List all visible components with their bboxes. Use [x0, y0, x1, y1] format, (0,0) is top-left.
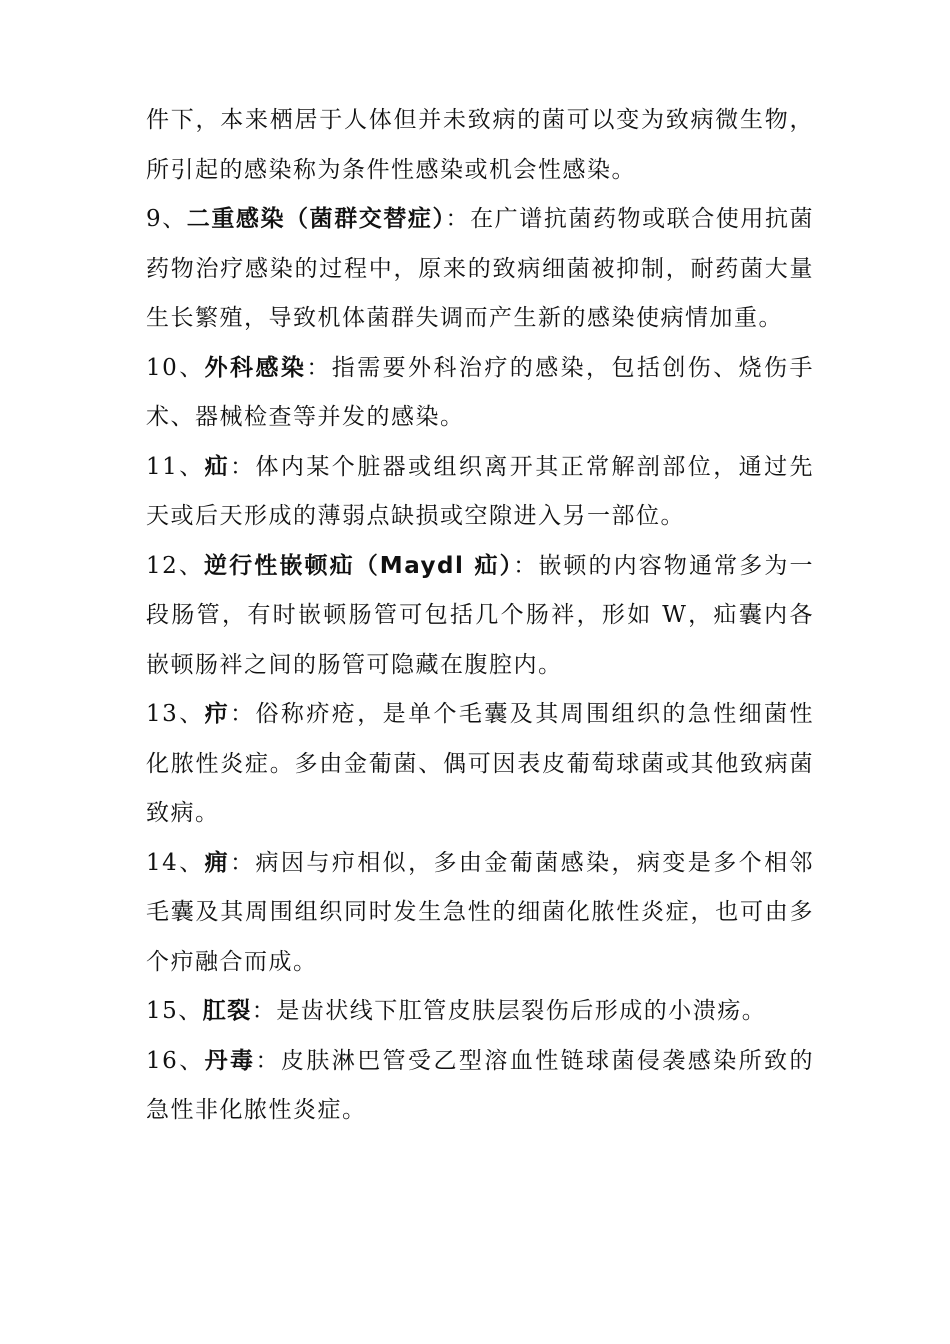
paragraph-body: ：体内某个脏器或组织离开其正常解剖部位，通过先天或后天形成的薄弱点缺损或空隙进入另一部位。 — [146, 453, 814, 529]
paragraph-definition-16 — [146, 1037, 814, 1136]
item-number: 14、 — [146, 849, 205, 876]
term-title: 疖 — [204, 701, 231, 727]
paragraph-continuation — [146, 96, 814, 195]
paragraph-body: ：嵌顿的内容物通常多为一段肠管，有时嵌顿肠管可包括几个肠袢，形如 W，疝囊内各嵌顿肠袢之间的肠管可隐藏在腹腔内。 — [146, 552, 814, 678]
item-number: 11、 — [146, 453, 205, 480]
paragraph-body: ：是齿状线下肛管皮肤层裂伤后形成的小溃疡。 — [251, 998, 767, 1024]
document-content — [146, 96, 814, 1136]
term-title: 疝 — [204, 453, 231, 480]
item-number: 16、 — [146, 1047, 205, 1074]
paragraph-definition-15 — [146, 987, 814, 1037]
paragraph-definition-14 — [146, 839, 814, 988]
paragraph-body: ：皮肤淋巴管受乙型溶血性链球菌侵袭感染所致的急性非化脓性炎症。 — [146, 1047, 814, 1123]
term-title: 外科感染 — [204, 354, 307, 381]
paragraph-definition-9 — [146, 195, 814, 344]
paragraph-body: ：病因与疖相似，多由金葡菌感染，病变是多个相邻毛囊及其周围组织同时发生急性的细菌化脓性炎症，也可由多个疖融合而成。 — [146, 849, 814, 975]
paragraph-body: 件下，本来栖居于人体但并未致病的菌可以变为致病微生物，所引起的感染称为条件性感染或机会性感染。 — [146, 107, 814, 183]
term-title: 逆行性嵌顿疝（Maydl 疝） — [204, 552, 514, 579]
item-number: 12、 — [146, 552, 204, 579]
paragraph-definition-12 — [146, 542, 814, 691]
term-title: 二重感染（菌群交替症） — [186, 206, 446, 232]
item-number: 10、 — [146, 354, 205, 381]
item-number: 13、 — [146, 701, 205, 727]
term-title: 痈 — [204, 849, 231, 876]
term-title: 丹毒 — [204, 1047, 256, 1074]
paragraph-definition-10 — [146, 344, 814, 443]
item-number: 15、 — [146, 998, 203, 1024]
paragraph-definition-11 — [146, 443, 814, 542]
term-title: 肛裂 — [202, 998, 252, 1024]
paragraph-definition-13 — [146, 690, 814, 839]
item-number: 9、 — [146, 206, 187, 232]
paragraph-body: ：俗称疥疮，是单个毛囊及其周围组织的急性细菌性化脓性炎症。多由金葡菌、偶可因表皮葡萄球菌或其他致病菌致病。 — [146, 701, 814, 826]
paragraph-body: ：指需要外科治疗的感染，包括创伤、烧伤手术、器械检查等并发的感染。 — [146, 354, 814, 430]
paragraph-body: ：在广谱抗菌药物或联合使用抗菌药物治疗感染的过程中，原来的致病细菌被抑制，耐药菌大量生长繁殖，导致机体菌群失调而产生新的感染使病情加重。 — [146, 206, 815, 331]
